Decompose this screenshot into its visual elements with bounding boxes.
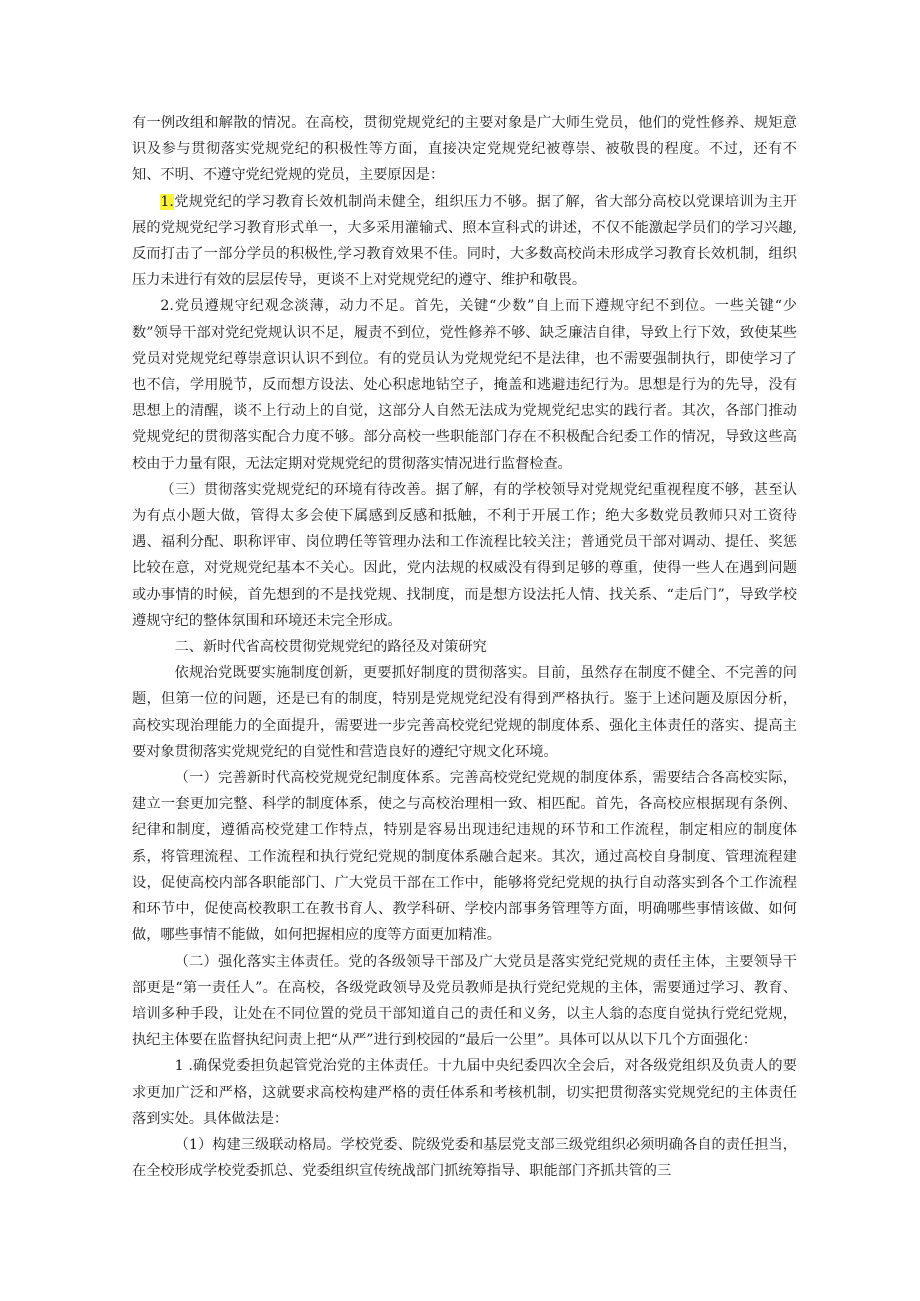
paragraph-section-3: （三）贯彻落实党规党纪的环境有待改善。据了解，有的学校领导对党规党纪重视程度不够，甚至认为有点小题大做，管得太多会使下属感到反感和抵触，不利于开展工作；绝大多数党员教师只对工资待遇、福利分配、职称评审、岗位聘任等管理办法和工作流程比较关注；普通党员干部对调动、提任、奖惩比较在意，对党规党纪基本不关心。因此，党内法规的权威没有得到足够的尊重，使得一些人在遇到问题或办事情的时候，首先想到的不是找党规、找制度，而是想方设法托人情、找关系、“走后门”，导致学校遵规守纪的整体氛围和环境还未完全形成。	[132, 481, 797, 629]
highlighted-number: 1.	[160, 193, 174, 210]
paragraph-item-2: 2.党员遵规守纪观念淡薄，动力不足。首先，关键“少数”自上而下遵规守纪不到位。一些关键“少数”领导干部对党纪党规认识不足，履责不到位，党性修养不够、缺乏廉洁自律，导致上行下效，致使某些党员对党规党纪尊崇意识认识不到位。有的党员认为党规党纪不是法律，也不需要强制执行，即使学习了也不信，学用脱节，反而想方设法、处心积虑地钻空子，掩盖和逃避违纪行为。思想是行为的先导，没有思想上的清醒，谈不上行动上的自觉，这部分人自然无法成为党规党纪忠实的践行者。其次，各部门推动党规党纪的贯彻落实配合力度不够。部分高校一些职能部门存在不积极配合纪委工作的情况，导致这些高校由于力量有限，无法定期对党规党纪的贯彻落实情况进行监督检查。	[132, 298, 797, 472]
paragraph-intro: 依规治党既要实施制度创新，更要抓好制度的贯彻落实。目前，虽然存在制度不健全、不完善的问题，但第一位的问题，还是已有的制度，特别是党规党纪没有得到严格执行。鉴于上述问题及原因分析，高校实现治理能力的全面提升，需要进一步完善高校党纪党规的制度体系、强化主体责任的落实、提高主要对象贯彻落实党规党纪的自觉性和营造良好的遵纪守规文化环境。	[132, 665, 797, 760]
section-heading: 二、新时代省高校贯彻党规党纪的路径及对策研究	[174, 639, 487, 656]
paragraph-continuation: 有一例改组和解散的情况。在高校，贯彻党规党纪的主要对象是广大师生党员，他们的党性修养、规矩意识及参与贯彻落实党规党纪的积极性等方面，直接决定党规党纪被尊崇、被敬畏的程度。不过，还有不知、不明、不遵守党纪党规的党员，主要原因是：	[132, 115, 797, 184]
paragraph-subpoint-1: （1）构建三级联动格局。学校党委、院级党委和基层党支部三级党组织必须明确各自的责任担当，在全校形成学校党委抓总、党委组织宣传统战部门抓统筹指导、职能部门齐抓共管的三	[132, 1136, 797, 1180]
paragraph-subsection-1: （一）完善新时代高校党规党纪制度体系。完善高校党纪党规的制度体系，需要结合各高校实际，建立一套更加完整、科学的制度体系，使之与高校治理相一致、相匹配。首先，各高校应根据现有条例、纪律和制度，遵循高校党建工作特点，特别是容易出现违纪违规的环节和工作流程，制定相应的制度体系，将管理流程、工作流程和执行党纪党规的制度体系融合起来。其次，通过高校自身制度、管理流程建设，促使高校内部各职能部门、广大党员干部在工作中，能够将党纪党规的执行自动落实到各个工作流程和环节中，促使高校教职工在教书育人、教学科研、学校内部事务管理等方面，明确哪些事情该做、如何做，哪些事情不能做，如何把握相应的度等方面更加精准。	[132, 770, 797, 944]
document-body	[132, 110, 797, 1184]
paragraph-item-1-text: 党规党纪的学习教育长效机制尚未健全，组织压力不够。据了解，省大部分高校以党课培训为主开展的党规党纪学习教育形式单一，大多采用灌输式、照本宣科式的讲述，不仅不能激起学员们的学习兴趣,反而打击了一部分学员的积极性,学习教育效果不佳。同时，大多数高校尚未形成学习教育长效机制，组织压力未进行有效的层层传导，更谈不上对党规党纪的遵守、维护和敬畏。	[132, 193, 797, 289]
paragraph-item-1	[132, 189, 797, 294]
paragraph-point-1: 1 .确保党委担负起管党治党的主体责任。十九届中央纪委四次全会后，对各级党组织及负责人的要求更加广泛和严格，这就要求高校构建严格的责任体系和考核机制，切实把贯彻落实党规党纪的主体责任落到实处。具体做法是：	[132, 1058, 797, 1127]
paragraph-subsection-2: （二）强化落实主体责任。党的各级领导干部及广大党员是落实党纪党规的责任主体，主要领导干部更是“第一责任人”。在高校，各级党政领导及党员教师是执行党纪党规的主体，需要通过学习、教育、培训多种手段，让处在不同位置的党员干部知道自己的责任和义务，以主人翁的态度自觉执行党纪党规，执纪主体要在监督执纪问责上把“从严”进行到校园的“最后一公里”。具体可以从以下几个方面强化：	[132, 953, 797, 1049]
